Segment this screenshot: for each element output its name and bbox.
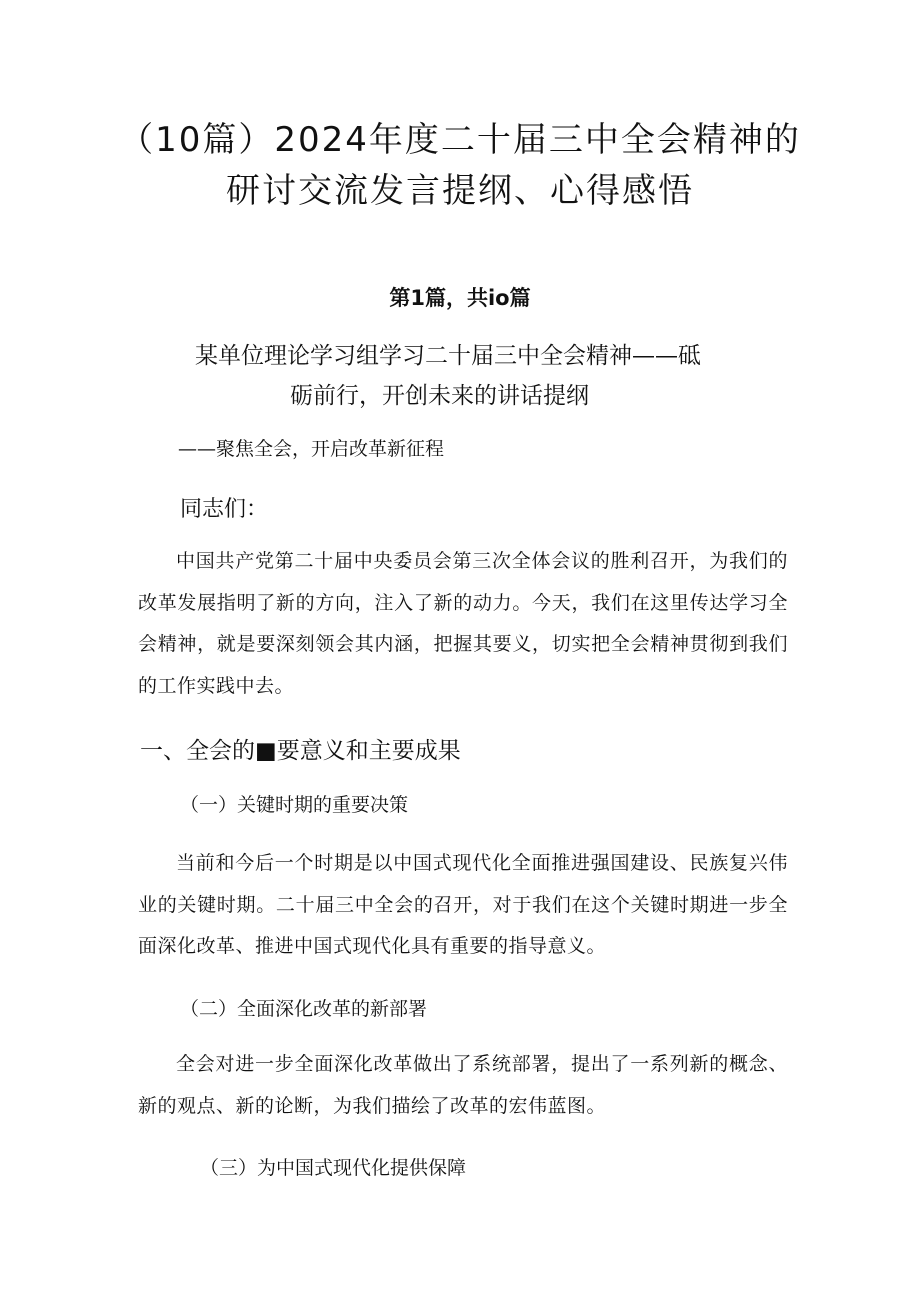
article-theme: ——聚焦全会，开启改革新征程 (178, 438, 445, 460)
subsection-2-heading: （二）全面深化改革的新部署 (180, 998, 428, 1020)
subsection-3-heading: （三）为中国式现代化提供保障 (200, 1157, 467, 1179)
document-title-line-2: 研讨交流发言提纲、心得感悟 (226, 171, 694, 211)
subsection-2-paragraph: 全会对进一步全面深化改革做出了系统部署，提出了一系列新的概念、新的观点、新的论断，为我们描绘了改革的宏伟蓝图。 (138, 1053, 788, 1117)
article-counter: 第1篇，共io篇 (389, 286, 531, 310)
document-title-line-1: （10篇）2024年度二十届三中全会精神的 (119, 120, 801, 160)
article-subtitle-line-2: 砺前行，开创未来的讲话提纲 (290, 383, 589, 409)
article-subtitle-line-1: 某单位理论学习组学习二十届三中全会精神——砥 (195, 343, 701, 369)
subsection-1-paragraph: 当前和今后一个时期是以中国式现代化全面推进强国建设、民族复兴伟业的关键时期。二十届三中全会的召开，对于我们在这个关键时期进一步全面深化改革、推进中国式现代化具有重要的指导意义。 (138, 852, 788, 957)
subsection-1-heading: （一）关键时期的重要决策 (180, 794, 409, 816)
salutation: 同志们： (180, 497, 269, 522)
section-1-heading: 一、全会的■要意义和主要成果 (140, 738, 461, 764)
intro-paragraph: 中国共产党第二十届中央委员会第三次全体会议的胜利召开，为我们的改革发展指明了新的方向，注入了新的动力。今天，我们在这里传达学习全会精神，就是要深刻领会其内涵，把握其要义，切实把全会精神贯彻到我们的工作实践中去。 (138, 550, 788, 697)
